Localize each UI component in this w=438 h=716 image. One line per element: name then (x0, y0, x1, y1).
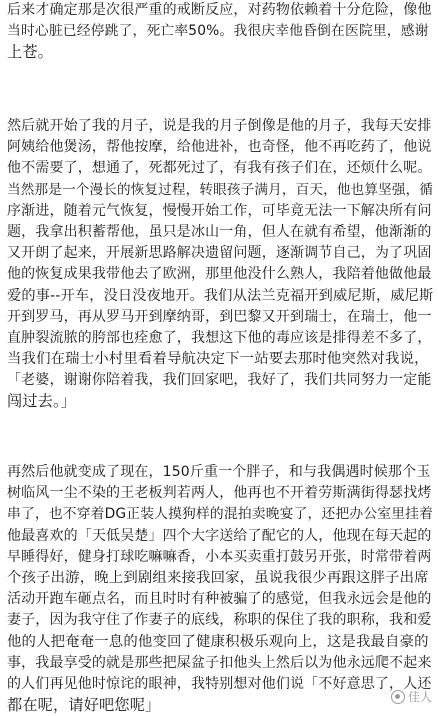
text-line: 树临风一尘不染的王老板判若两人，他再也不开着劳斯满街得瑟找烤 (7, 485, 432, 502)
text-line: 阿姨给他煲汤，帮他按摩，给他进补，也奇怪，他不再吃药了，他说 (7, 139, 432, 156)
text-line: 都在呢，请好吧您呢」 (7, 696, 161, 715)
text-line: 当然那是一个漫长的恢复过程，转眼孩子满月，百天，他也算坚强，循 (7, 181, 434, 198)
paragraph-3 (7, 462, 433, 716)
text-line: 爱的事--开车，没日没夜地开。我们从法兰克福开到威尼斯，威尼斯 (7, 287, 434, 304)
text-line: 串了，也不穿着DG正装人摸狗样的混拍卖晚宴了，还把办公室里挂着 (7, 506, 434, 523)
text-line: 直肿裂流脓的胯部也痊愈了，我想这下他的毒应该是排得差不多了， (7, 329, 432, 346)
text-line: 题，我拿出积蓄帮他，虽只是冰山一角，但人在就有希望，他渐渐的 (7, 223, 432, 240)
text-line: 闯过去。」 (7, 392, 77, 411)
text-line: 「老婆，谢谢你陪着我，我们回家吧，我好了，我们共同努力一定能 (7, 372, 432, 389)
text-line: 序渐进，随着元气恢复，慢慢开始工作，可毕竟无法一下解决所有问 (7, 202, 432, 219)
text-line: 然后就开始了我的月子，说是我的月子倒像是他的月子，我每天安排 (7, 118, 432, 134)
paragraph-1 (7, 0, 433, 64)
text-line: 事，我最享受的就是那些把屎盆子扣他头上然后以为他永远爬不起来 (7, 654, 432, 671)
text-line: 后来才确定那是次很严重的戒断反应，对药物依赖着十分危险，像他 (7, 2, 432, 18)
text-line: 的人们再见他时惊诧的眼神，我特别想对他们说「不好意思了，人还 (7, 675, 432, 692)
text-line: 他最喜欢的「天低吴楚」四个大字送给了配它的人，他现在每天起的 (7, 527, 432, 544)
text-line: 他的人把奄奄一息的他变回了健康积极乐观向上，这是我最自豪的 (7, 633, 429, 650)
text-line: 当我们在瑞士小村里看着导航决定下一站要去那时他突然对我说， (7, 351, 429, 368)
watermark (391, 688, 432, 705)
text-line: 又开朗了起来，开展新思路解决遗留问题，逐渐调节自己，为了巩固 (7, 245, 432, 262)
text-line: 活动开跑车砸点名，而且时时有种被骗了的感觉，但我永远会是他的 (7, 591, 432, 608)
text-line: 再然后他就变成了现在，150斤重一个胖子，和与我偶遇时候那个玉 (7, 464, 431, 480)
text-line: 他不需要了，想通了，死都死过了，有我有孩子们在，还烦什么呢。 (7, 160, 432, 177)
text-line: 早睡得好，健身打球吃嘛嘛香，小本买卖重打鼓另开张，时常带着两 (7, 548, 432, 565)
wechat-logo-icon (391, 690, 405, 704)
text-line: 他的恢复成果我带他去了欧洲，那里他没什么熟人，我陪着他做他最 (7, 266, 432, 283)
watermark-text: 佳人 (407, 690, 432, 704)
text-line: 个孩子出游，晚上到剧组来接我回家，虽说我很少再跟这胖子出席 (7, 569, 429, 586)
text-line: 上苍。 (7, 43, 54, 62)
text-line: 妻子，因为我守住了作妻子的底线，称职的保住了我的职称，我和爱 (7, 612, 432, 629)
text-line: 当时心脏已经停跳了，死亡率50%。我很庆幸他昏倒在医院里，感谢 (7, 23, 429, 40)
paragraph-2 (7, 116, 433, 413)
text-line: 开到罗马，再从罗马开到摩纳哥，到巴黎又开到瑞士，在瑞士，他一 (7, 308, 432, 325)
